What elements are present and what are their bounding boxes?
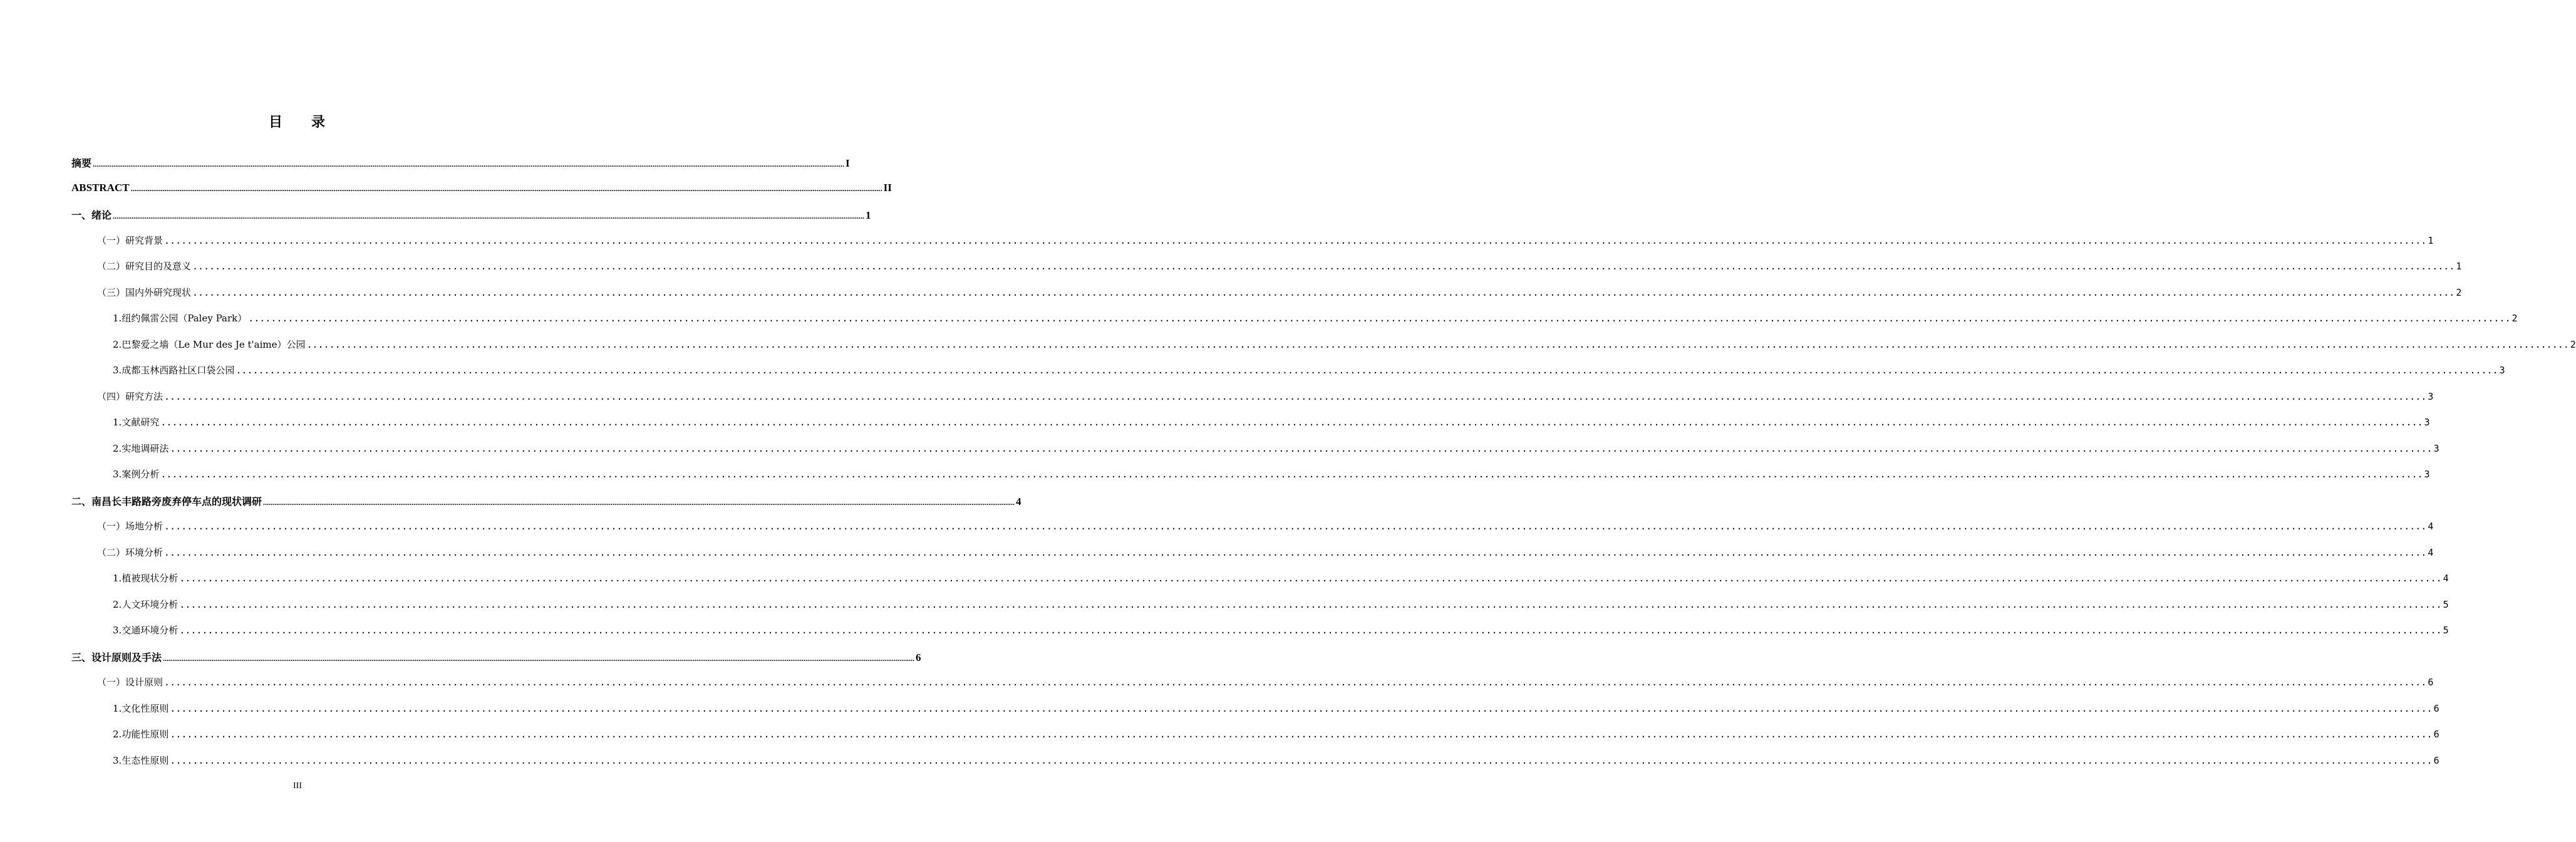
toc-leader-dots: ................................................................................................................................................................................................................................................................................................................................................................................................................	[170, 754, 2433, 766]
toc-entry-title: 要	[81, 157, 92, 169]
toc-entry-title: 成都玉林西路社区口袋公园	[122, 365, 235, 376]
toc-leader-dots: ................................................................................................................................................................................................................................................................................................................................................................................................................	[93, 160, 845, 169]
toc-entry[interactable]	[113, 727, 2439, 744]
toc-entry[interactable]	[113, 754, 2439, 770]
toc-entry-number: （一）	[97, 677, 126, 688]
toc-entry-page: 5	[2443, 598, 2449, 610]
toc-entry-number: （一）	[97, 521, 126, 532]
toc-entry[interactable]	[113, 702, 2439, 718]
toc-leader-dots: ................................................................................................................................................................................................................................................................................................................................................................................................................	[235, 365, 2498, 376]
toc-entry-number: 1.	[113, 313, 122, 324]
toc-entry-number: 2.	[113, 729, 122, 740]
toc-leader-dots: ................................................................................................................................................................................................................................................................................................................................................................................................................	[160, 417, 2423, 428]
toc-entry-page: 4	[1016, 495, 1022, 507]
toc-entry-number: （二）	[97, 546, 126, 558]
toc-entry-page: 1	[866, 209, 871, 221]
toc-leader-dots: ................................................................................................................................................................................................................................................................................................................................................................................................................	[164, 521, 2427, 532]
toc-entry[interactable]	[97, 286, 2462, 302]
toc-entry-number: 1.	[113, 573, 122, 584]
toc-entry-page: 1	[2428, 234, 2434, 246]
toc-entry-number: 3.	[113, 469, 122, 480]
toc-entry-number: （三）	[97, 286, 126, 298]
toc-leader-dots: ................................................................................................................................................................................................................................................................................................................................................................................................................	[160, 469, 2423, 480]
toc-entry-page: 3	[2433, 442, 2439, 454]
toc-entry[interactable]	[97, 675, 2434, 692]
toc-entry-title: 人文环境分析	[122, 598, 178, 610]
toc-entry[interactable]	[113, 363, 2505, 380]
toc-leader-dots: ................................................................................................................................................................................................................................................................................................................................................................................................................	[306, 338, 2569, 350]
toc-entry[interactable]	[113, 598, 2449, 614]
toc-entry-page: 4	[2443, 573, 2449, 584]
toc-entry[interactable]	[71, 181, 892, 198]
toc-leader-dots: ................................................................................................................................................................................................................................................................................................................................................................................................................	[113, 212, 865, 221]
toc-entry-title: 植被现状分析	[122, 573, 178, 584]
toc-entry-page: 3	[2424, 469, 2430, 480]
toc-entry[interactable]	[97, 546, 2434, 562]
toc-entry-title: 交通环境分析	[122, 625, 178, 636]
toc-entry-page: 6	[2428, 677, 2434, 688]
toc-entry-title: 场地分析	[125, 521, 163, 532]
toc-entry-title: 研究目的及意义	[125, 261, 192, 272]
toc-entry[interactable]	[97, 519, 2434, 536]
toc-entry-number: （二）	[97, 261, 126, 272]
toc-entry-number: 一、	[71, 209, 92, 221]
toc-entry-page: II	[883, 181, 892, 194]
toc-leader-dots: ................................................................................................................................................................................................................................................................................................................................................................................................................	[179, 598, 2442, 610]
toc-entry-title: 设计原则	[125, 677, 163, 688]
toc-entry-page: 6	[2433, 702, 2439, 714]
toc-entry-title: 生态性原则	[122, 754, 169, 766]
toc-entry-number: 3.	[113, 754, 122, 766]
toc-entry-title: 纽约佩雷公园（Paley Park）	[122, 313, 247, 324]
toc-leader-dots: ................................................................................................................................................................................................................................................................................................................................................................................................................	[164, 390, 2427, 402]
toc-entry[interactable]	[71, 494, 1022, 510]
toc-entry-title: 环境分析	[125, 546, 163, 558]
toc-entry-title: 设计原则及手法	[91, 651, 162, 663]
page-number-footer: III	[293, 781, 302, 791]
toc-entry-page: 4	[2428, 521, 2434, 532]
toc-entry-page: 5	[2443, 625, 2449, 636]
toc-entry[interactable]	[71, 155, 850, 172]
toc-entry-page: 4	[2428, 546, 2434, 558]
toc-leader-dots: ................................................................................................................................................................................................................................................................................................................................................................................................................	[170, 729, 2433, 740]
toc-leader-dots: ................................................................................................................................................................................................................................................................................................................................................................................................................	[179, 625, 2442, 636]
toc-entry-number: 2.	[113, 442, 122, 454]
toc-leader-dots: ................................................................................................................................................................................................................................................................................................................................................................................................................	[263, 497, 1015, 507]
toc-entry-title: 绪论	[91, 209, 112, 221]
toc-entry[interactable]	[113, 311, 2518, 328]
toc-entry-number: 2.	[113, 598, 122, 610]
toc-entry[interactable]	[71, 207, 871, 224]
toc-entry-title: 巴黎爱之墙（Le Mur des Je t'aime）公园	[122, 338, 306, 350]
toc-entry[interactable]	[113, 442, 2439, 458]
toc-entry-number: （四）	[97, 390, 126, 402]
toc-leader-dots: ................................................................................................................................................................................................................................................................................................................................................................................................................	[192, 261, 2455, 272]
toc-leader-dots: ................................................................................................................................................................................................................................................................................................................................................................................................................	[164, 234, 2427, 246]
toc-entry-page: 2	[2456, 286, 2462, 298]
toc-entry-title: 研究方法	[125, 390, 163, 402]
toc-entry-page: I	[846, 157, 850, 169]
toc-entry-number: （一）	[97, 234, 126, 246]
toc-entry-page: 6	[2433, 754, 2439, 766]
toc-entry[interactable]	[71, 650, 921, 666]
toc-entry[interactable]	[97, 259, 2462, 276]
toc-leader-dots: ................................................................................................................................................................................................................................................................................................................................................................................................................	[170, 702, 2433, 714]
toc-entry[interactable]	[113, 623, 2449, 640]
toc-entry-title: 国内外研究现状	[125, 286, 192, 298]
toc-entry-page: 6	[916, 651, 921, 663]
toc-entry-page: 1	[2456, 261, 2462, 272]
toc-entry-number: 2.	[113, 338, 122, 350]
toc-leader-dots: ................................................................................................................................................................................................................................................................................................................................................................................................................	[170, 442, 2433, 454]
toc-entry-page: 2	[2511, 313, 2518, 324]
toc-entry-number: 三、	[71, 651, 92, 663]
toc-entry-number: 二、	[71, 495, 92, 507]
toc-entry[interactable]	[97, 234, 2434, 250]
toc-entry-number: 3.	[113, 365, 122, 376]
toc-entry-page: 2	[2570, 338, 2576, 350]
toc-entry-title: 实地调研法	[122, 442, 169, 454]
toc-leader-dots: ................................................................................................................................................................................................................................................................................................................................................................................................................	[248, 313, 2511, 324]
toc-entry-title: 案例分析	[122, 469, 160, 480]
toc-leader-dots: ................................................................................................................................................................................................................................................................................................................................................................................................................	[192, 286, 2455, 298]
toc-entry-page: 3	[2499, 365, 2505, 376]
title-char-left: 目	[268, 115, 284, 130]
title-char-right: 录	[311, 115, 327, 130]
toc-entry[interactable]	[97, 390, 2434, 406]
toc-leader-dots: ................................................................................................................................................................................................................................................................................................................................................................................................................	[164, 677, 2427, 688]
toc-entry[interactable]	[113, 338, 2576, 354]
toc-entry-title: 文献研究	[122, 417, 160, 428]
toc-entry-number: 摘	[71, 157, 82, 169]
toc-entry-page: 6	[2433, 729, 2439, 740]
toc-entry[interactable]	[113, 571, 2449, 588]
toc-entry[interactable]	[113, 415, 2430, 432]
toc-entry-title: 研究背景	[125, 234, 163, 246]
toc-entry-number: 3.	[113, 625, 122, 636]
toc-entry-number: 1.	[113, 417, 122, 428]
toc-entry-title: 功能性原则	[122, 729, 169, 740]
page-title	[0, 112, 595, 131]
toc-entry-title: 南昌长丰路路旁废弃停车点的现状调研	[91, 495, 262, 507]
toc-entry-page: 3	[2424, 417, 2430, 428]
toc-leader-dots: ................................................................................................................................................................................................................................................................................................................................................................................................................	[164, 546, 2427, 558]
toc-entry-title: 文化性原则	[122, 702, 169, 714]
toc-leader-dots: ................................................................................................................................................................................................................................................................................................................................................................................................................	[163, 653, 915, 663]
toc-leader-dots: ................................................................................................................................................................................................................................................................................................................................................................................................................	[179, 573, 2442, 584]
toc-entry-page: 3	[2428, 390, 2434, 402]
toc-entry[interactable]	[113, 467, 2430, 484]
toc-entry-title: ABSTRACT	[71, 181, 130, 194]
toc-leader-dots: ................................................................................................................................................................................................................................................................................................................................................................................................................	[130, 184, 882, 193]
toc-entry-number: 1.	[113, 702, 122, 714]
